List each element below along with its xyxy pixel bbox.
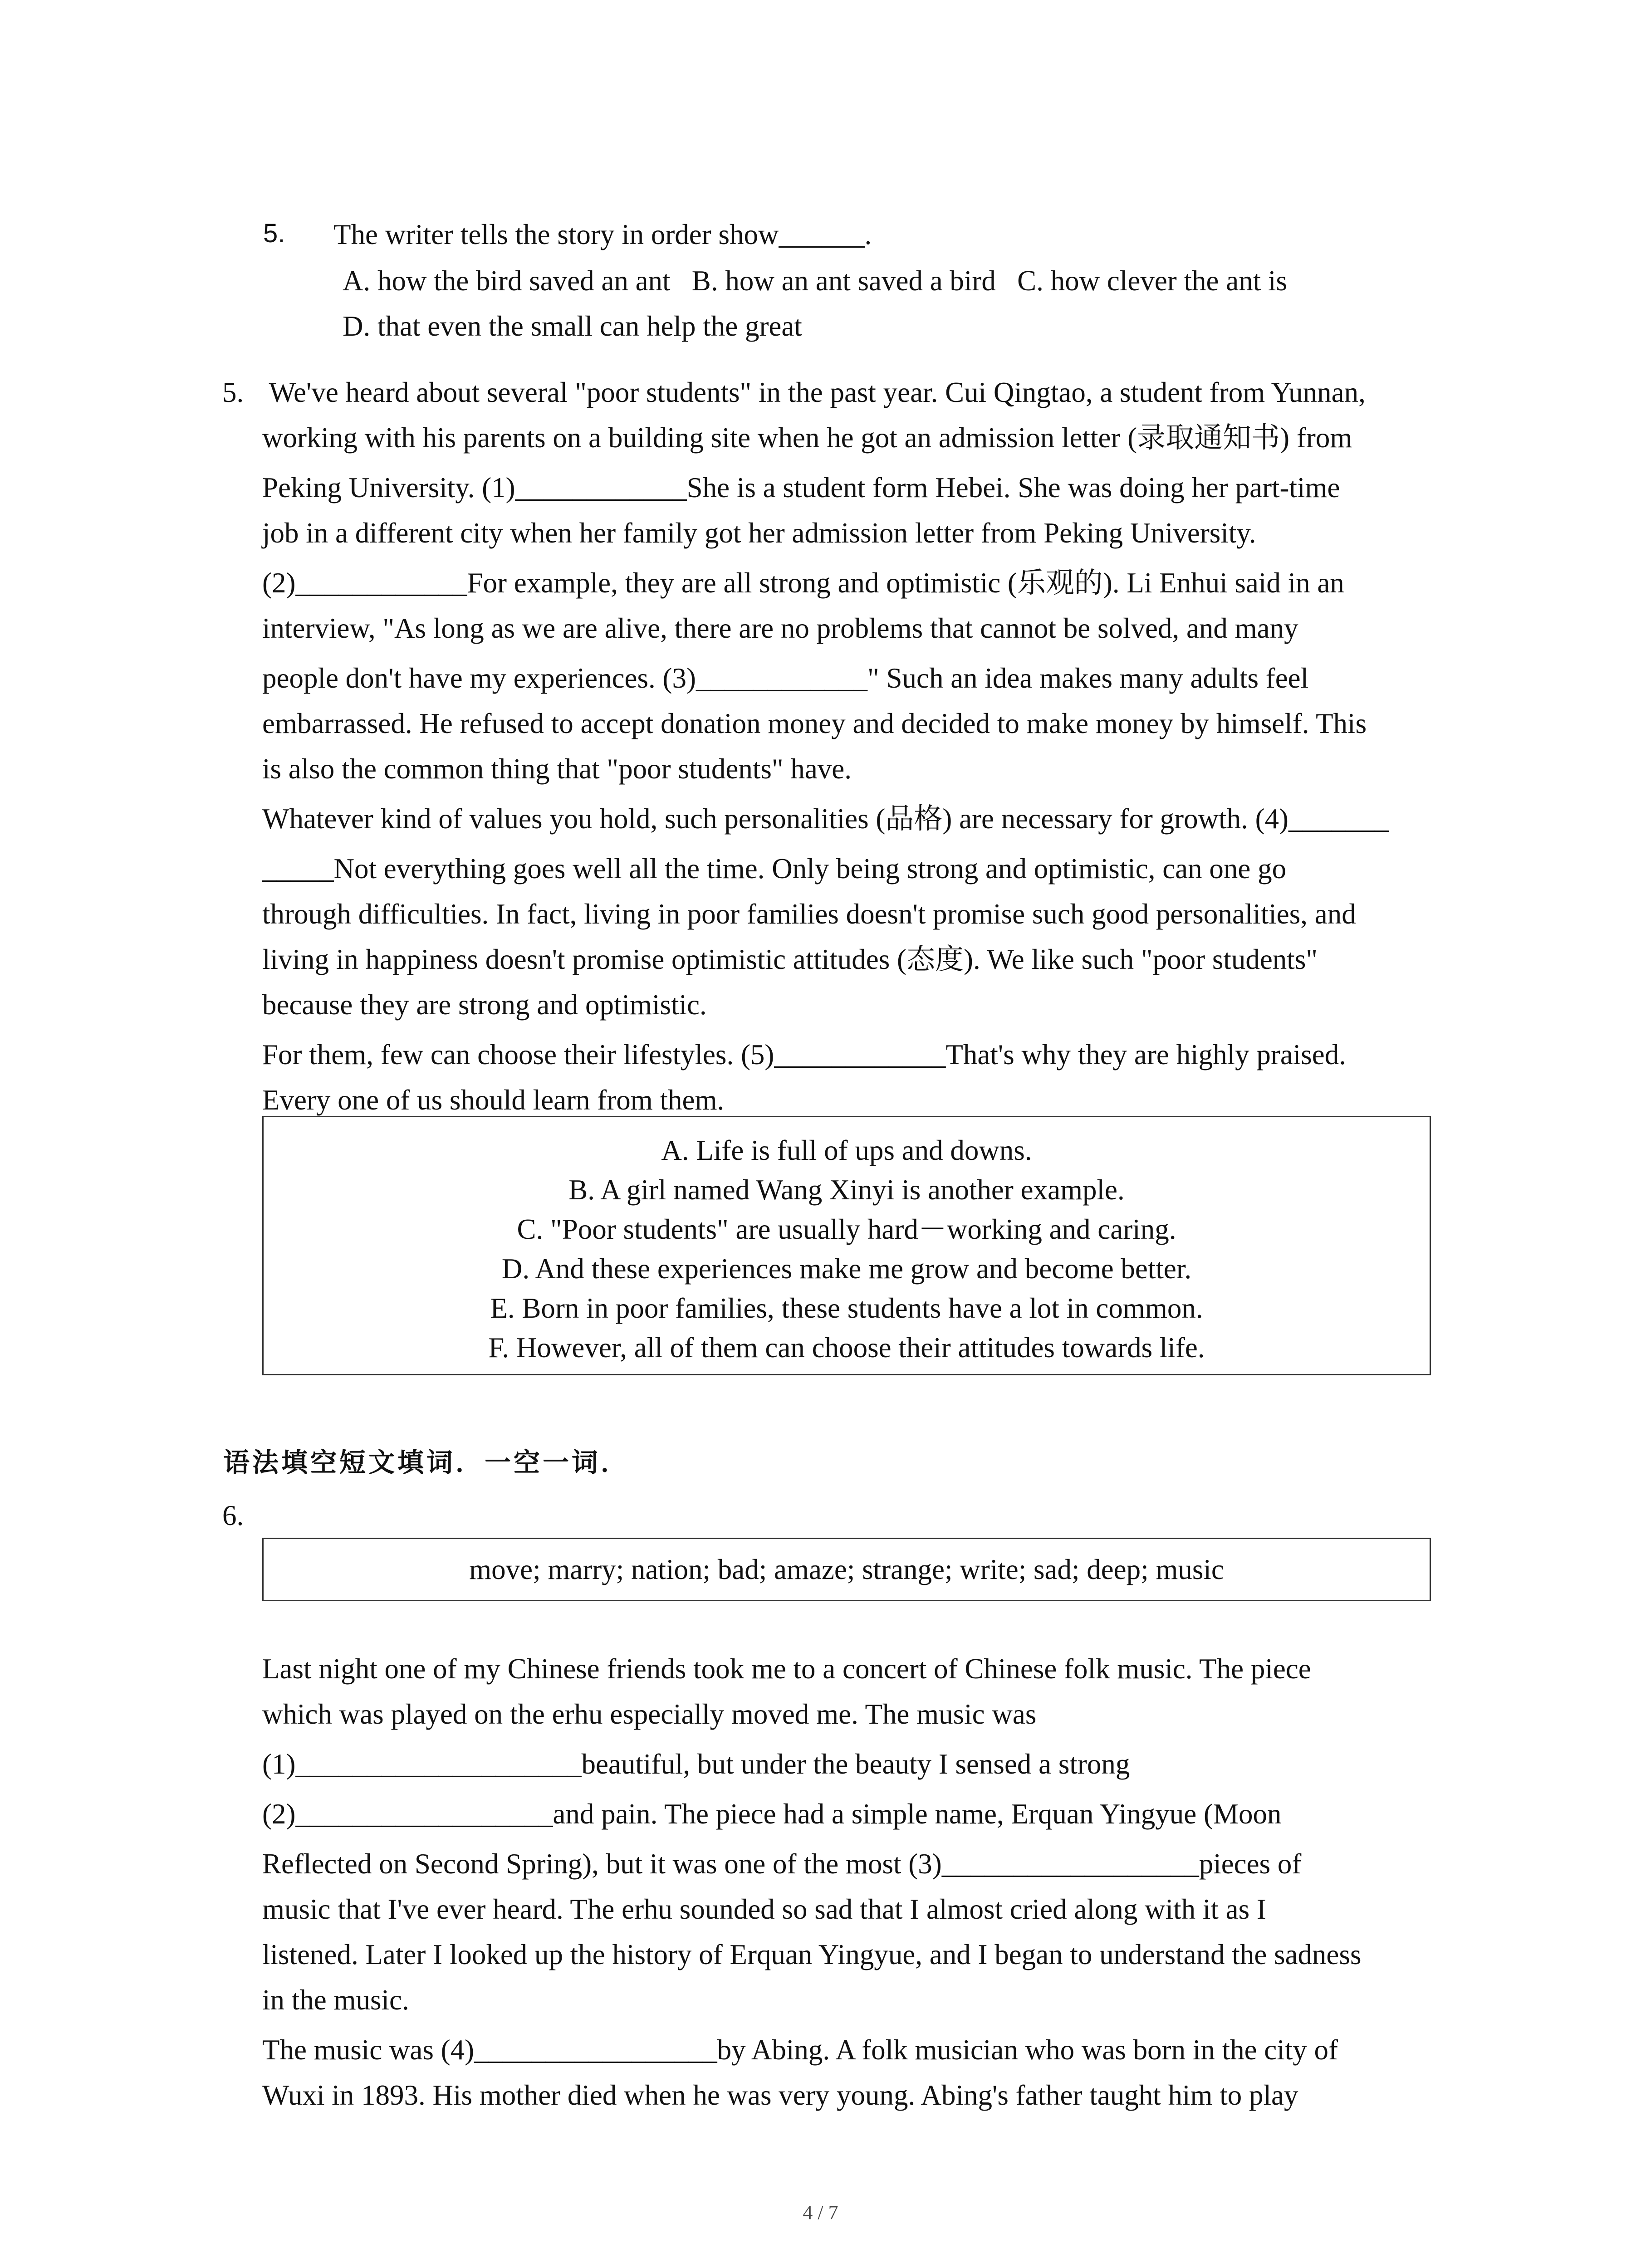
passage-line: Wuxi in 1893. His mother died when he was very young. Abing's father taught him to play xyxy=(262,2079,1298,2111)
option-line: A. how the bird saved an ant B. how an ant saved a bird C. how clever the ant is xyxy=(343,265,1287,297)
passage-line: listened. Later I looked up the history of Erquan Yingyue, and I began to understand the sadness xyxy=(262,1939,1362,1970)
passage-line: The music was (4)_________________by Abing. A folk musician who was born in the city of xyxy=(262,2034,1338,2066)
passage-line: in the music. xyxy=(262,1984,409,2016)
option-item: F. However, all of them can choose their attitudes towards life. xyxy=(488,1332,1205,1364)
passage-line: We've heard about several "poor students" in the past year. Cui Qingtao, a student from Yunnan, xyxy=(262,376,1366,408)
passage-line: embarrassed. He refused to accept donation money and decided to make money by himself. This xyxy=(262,708,1367,739)
word-bank-box xyxy=(262,1538,1431,1601)
passage-line: Peking University. (1)____________She is a student form Hebei. She was doing her part-time xyxy=(262,472,1340,503)
question-number: 5. xyxy=(263,219,285,248)
section-title: 语法填空短文填词．一空一词． xyxy=(223,1447,630,1478)
passage-line: _____Not everything goes well all the time. Only being strong and optimistic, can one go xyxy=(262,853,1287,885)
option-item: D. And these experiences make me grow and become better. xyxy=(501,1253,1192,1285)
option-item: B. A girl named Wang Xinyi is another example. xyxy=(568,1174,1125,1206)
passage-line: music that I've ever heard. The erhu sounded so sad that I almost cried along with it as I xyxy=(262,1893,1266,1925)
option-line: D. that even the small can help the great xyxy=(343,310,802,342)
passage-line: Every one of us should learn from them. xyxy=(262,1084,725,1116)
page-number: 4 / 7 xyxy=(803,2201,838,2224)
passage-line: Reflected on Second Spring), but it was one of the most (3)__________________pieces of xyxy=(262,1848,1302,1880)
options-box xyxy=(262,1116,1431,1375)
passage-line: which was played on the erhu especially moved me. The music was xyxy=(262,1698,1037,1730)
passage-line: For them, few can choose their lifestyles. (5)____________That's why they are highly praised. xyxy=(262,1039,1347,1070)
option-item: E. Born in poor families, these students have a lot in common. xyxy=(490,1292,1203,1324)
passage-line: people don't have my experiences. (3)____________" Such an idea makes many adults feel xyxy=(262,662,1309,694)
passage-line: because they are strong and optimistic. xyxy=(262,989,707,1021)
question-number: 6. xyxy=(222,1500,244,1531)
passage-line: (2)____________For example, they are all strong and optimistic (乐观的). Li Enhui said in an xyxy=(262,567,1344,599)
option-item: A. Life is full of ups and downs. xyxy=(661,1134,1032,1166)
passage-line: working with his parents on a building site when he got an admission letter (录取通知书) from xyxy=(262,422,1352,454)
passage-line: through difficulties. In fact, living in poor families doesn't promise such good personalities, and xyxy=(262,898,1356,930)
passage-line: Whatever kind of values you hold, such personalities (品格) are necessary for growth. (4)_______ xyxy=(262,803,1389,835)
passage-line: (2)__________________and pain. The piece had a simple name, Erquan Yingyue (Moon xyxy=(262,1798,1282,1830)
question-number: 5. xyxy=(222,376,244,408)
word-bank: move; marry; nation; bad; amaze; strange; write; sad; deep; music xyxy=(469,1554,1224,1585)
passage-line: interview, "As long as we are alive, there are no problems that cannot be solved, and many xyxy=(262,612,1298,644)
question-stem: The writer tells the story in order show______. xyxy=(333,219,872,250)
passage-line: Last night one of my Chinese friends took me to a concert of Chinese folk music. The piece xyxy=(262,1653,1311,1685)
option-item: C. "Poor students" are usually hard－working and caring. xyxy=(517,1213,1176,1245)
passage-line: is also the common thing that "poor students" have. xyxy=(262,753,852,785)
passage-line: living in happiness doesn't promise optimistic attitudes (态度). We like such "poor students" xyxy=(262,943,1318,975)
passage-line: (1)____________________beautiful, but under the beauty I sensed a strong xyxy=(262,1748,1130,1780)
passage-line: job in a different city when her family got her admission letter from Peking University. xyxy=(262,517,1256,549)
